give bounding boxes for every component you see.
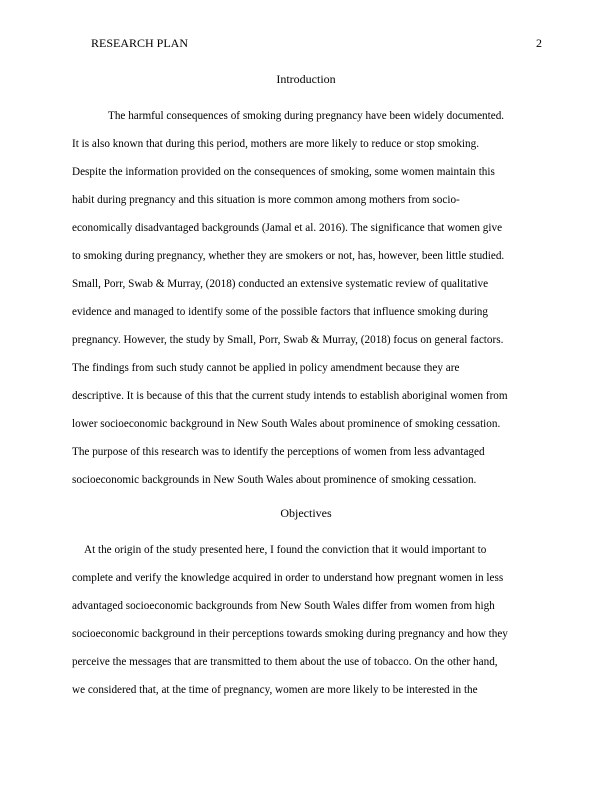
text-line: socioeconomic background in their perceptions towards smoking during pregnancy and how they <box>72 628 508 640</box>
text-line: pregnancy. However, the study by Small, Porr, Swab & Murray, (2018) focus on general factors. <box>72 334 504 346</box>
text-line: to smoking during pregnancy, whether they are smokers or not, has, however, been little studied. <box>72 250 505 262</box>
text-line: lower socioeconomic background in New South Wales about prominence of smoking cessation. <box>72 418 501 430</box>
objectives-heading: Objectives <box>280 506 332 520</box>
running-head: RESEARCH PLAN <box>91 36 189 50</box>
text-line: habit during pregnancy and this situation is more common among mothers from socio- <box>72 194 460 206</box>
text-line: Small, Porr, Swab & Murray, (2018) conducted an extensive systematic review of qualitative <box>72 278 489 290</box>
text-line: At the origin of the study presented here, I found the conviction that it would important to <box>84 544 487 556</box>
text-line: we considered that, at the time of pregnancy, women are more likely to be interested in the <box>72 684 478 696</box>
introduction-heading: Introduction <box>276 72 336 86</box>
page-number: 2 <box>536 36 542 50</box>
text-line: descriptive. It is because of this that the current study intends to establish aboriginal women from <box>72 390 508 402</box>
text-line: perceive the messages that are transmitted to them about the use of tobacco. On the other hand, <box>72 656 498 668</box>
text-line: The findings from such study cannot be applied in policy amendment because they are <box>72 362 460 374</box>
text-line: economically disadvantaged backgrounds (Jamal et al. 2016). The significance that women give <box>72 222 503 234</box>
text-line: socioeconomic backgrounds in New South Wales about prominence of smoking cessation. <box>72 474 477 486</box>
text-line: It is also known that during this period, mothers are more likely to reduce or stop smoking. <box>72 138 480 150</box>
text-line: complete and verify the knowledge acquired in order to understand how pregnant women in less <box>72 572 504 584</box>
text-line: Despite the information provided on the consequences of smoking, some women maintain this <box>72 166 495 178</box>
text-line: The harmful consequences of smoking during pregnancy have been widely documented. <box>108 110 505 122</box>
text-line: evidence and managed to identify some of the possible factors that influence smoking during <box>72 306 488 318</box>
text-line: advantaged socioeconomic backgrounds from New South Wales differ from women from high <box>72 600 495 612</box>
text-line: The purpose of this research was to identify the perceptions of women from less advantaged <box>72 446 485 458</box>
